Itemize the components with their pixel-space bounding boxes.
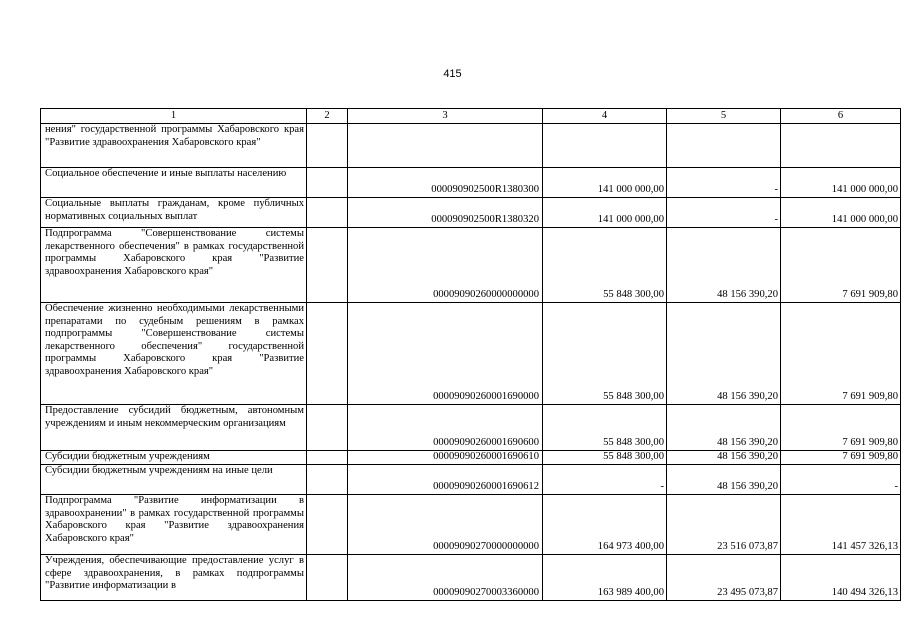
header-row [41,109,901,124]
header-col-1: 1 [41,109,307,124]
row-col2 [307,303,348,405]
row-code [348,124,543,168]
row-col2 [307,555,348,601]
row-code: 00009090260001690600 [348,405,543,451]
table-row [41,198,901,228]
row-col6: 140 494 326,13 [781,555,901,601]
row-col6: 141 000 000,00 [781,198,901,228]
table-row [41,303,901,405]
row-col6: 141 457 326,13 [781,495,901,555]
row-col5: 48 156 390,20 [667,465,781,495]
row-code: 00009090260001690610 [348,451,543,465]
row-col4: 55 848 300,00 [543,303,667,405]
row-col4: - [543,465,667,495]
row-col2 [307,495,348,555]
row-col4 [543,124,667,168]
row-col6: 7 691 909,80 [781,451,901,465]
row-col5: 23 495 073,87 [667,555,781,601]
row-col4: 141 000 000,00 [543,198,667,228]
row-name: Учреждения, обеспечивающие предоставление услуг в сфере здравоохранения, в рамках подпрограммы "Развитие информатизации в [41,555,307,601]
row-name: нения" государственной программы Хабаровского края "Развитие здравоохранения Хабаровского края" [41,124,307,168]
row-col5: 48 156 390,20 [667,405,781,451]
row-col4: 141 000 000,00 [543,168,667,198]
row-col6: 7 691 909,80 [781,303,901,405]
table-row [41,168,901,198]
row-col4: 55 848 300,00 [543,451,667,465]
table-row [41,451,901,465]
row-name: Подпрограмма "Развитие информатизации в здравоохранении" в рамках государственной программы Хабаровского края "Развитие здравоохранения Хабаровского края" [41,495,307,555]
row-name: Субсидии бюджетным учреждениям на иные цели [41,465,307,495]
header-col-3: 3 [348,109,543,124]
row-name: Субсидии бюджетным учреждениям [41,451,307,465]
row-code: 00009090260000000000 [348,228,543,303]
row-col5 [667,124,781,168]
table-row [41,405,901,451]
row-code: 00009090270000000000 [348,495,543,555]
row-col2 [307,198,348,228]
row-code: 00009090260001690612 [348,465,543,495]
row-col5: 23 516 073,87 [667,495,781,555]
row-col6 [781,124,901,168]
row-col2 [307,405,348,451]
row-col5: - [667,198,781,228]
row-col5: 48 156 390,20 [667,451,781,465]
row-code: 000090902500R1380300 [348,168,543,198]
row-col4: 55 848 300,00 [543,228,667,303]
table-row [41,465,901,495]
header-col-5: 5 [667,109,781,124]
table-row [41,228,901,303]
row-col4: 163 989 400,00 [543,555,667,601]
table-row [41,495,901,555]
row-col2 [307,168,348,198]
row-name: Обеспечение жизненно необходимыми лекарственными препаратами по судебным решениям в рамках подпрограммы "Совершенствование системы лекарственного обеспечения" государственной программы Хабаровского края "Развитие здравоохранения Хабаровского края" [41,303,307,405]
header-col-4: 4 [543,109,667,124]
row-name: Социальное обеспечение и иные выплаты населению [41,168,307,198]
row-col2 [307,124,348,168]
row-code: 00009090260001690000 [348,303,543,405]
row-code: 000090902500R1380320 [348,198,543,228]
row-col6: 141 000 000,00 [781,168,901,198]
row-col6: 7 691 909,80 [781,405,901,451]
table-row [41,555,901,601]
row-col5: - [667,168,781,198]
header-col-6: 6 [781,109,901,124]
row-name: Подпрограмма "Совершенствование системы лекарственного обеспечения" в рамках государственной программы Хабаровского края "Развитие здравоохранения Хабаровского края" [41,228,307,303]
row-col2 [307,451,348,465]
row-col4: 164 973 400,00 [543,495,667,555]
page-number: 415 [443,68,462,80]
row-col5: 48 156 390,20 [667,303,781,405]
row-code: 00009090270003360000 [348,555,543,601]
row-col6: - [781,465,901,495]
header-col-2: 2 [307,109,348,124]
row-col4: 55 848 300,00 [543,405,667,451]
row-col6: 7 691 909,80 [781,228,901,303]
row-col5: 48 156 390,20 [667,228,781,303]
budget-table [40,108,901,601]
row-col2 [307,465,348,495]
row-name: Предоставление субсидий бюджетным, автономным учреждениям и иным некоммерческим организациям [41,405,307,451]
row-name: Социальные выплаты гражданам, кроме публичных нормативных социальных выплат [41,198,307,228]
table-row [41,124,901,168]
row-col2 [307,228,348,303]
